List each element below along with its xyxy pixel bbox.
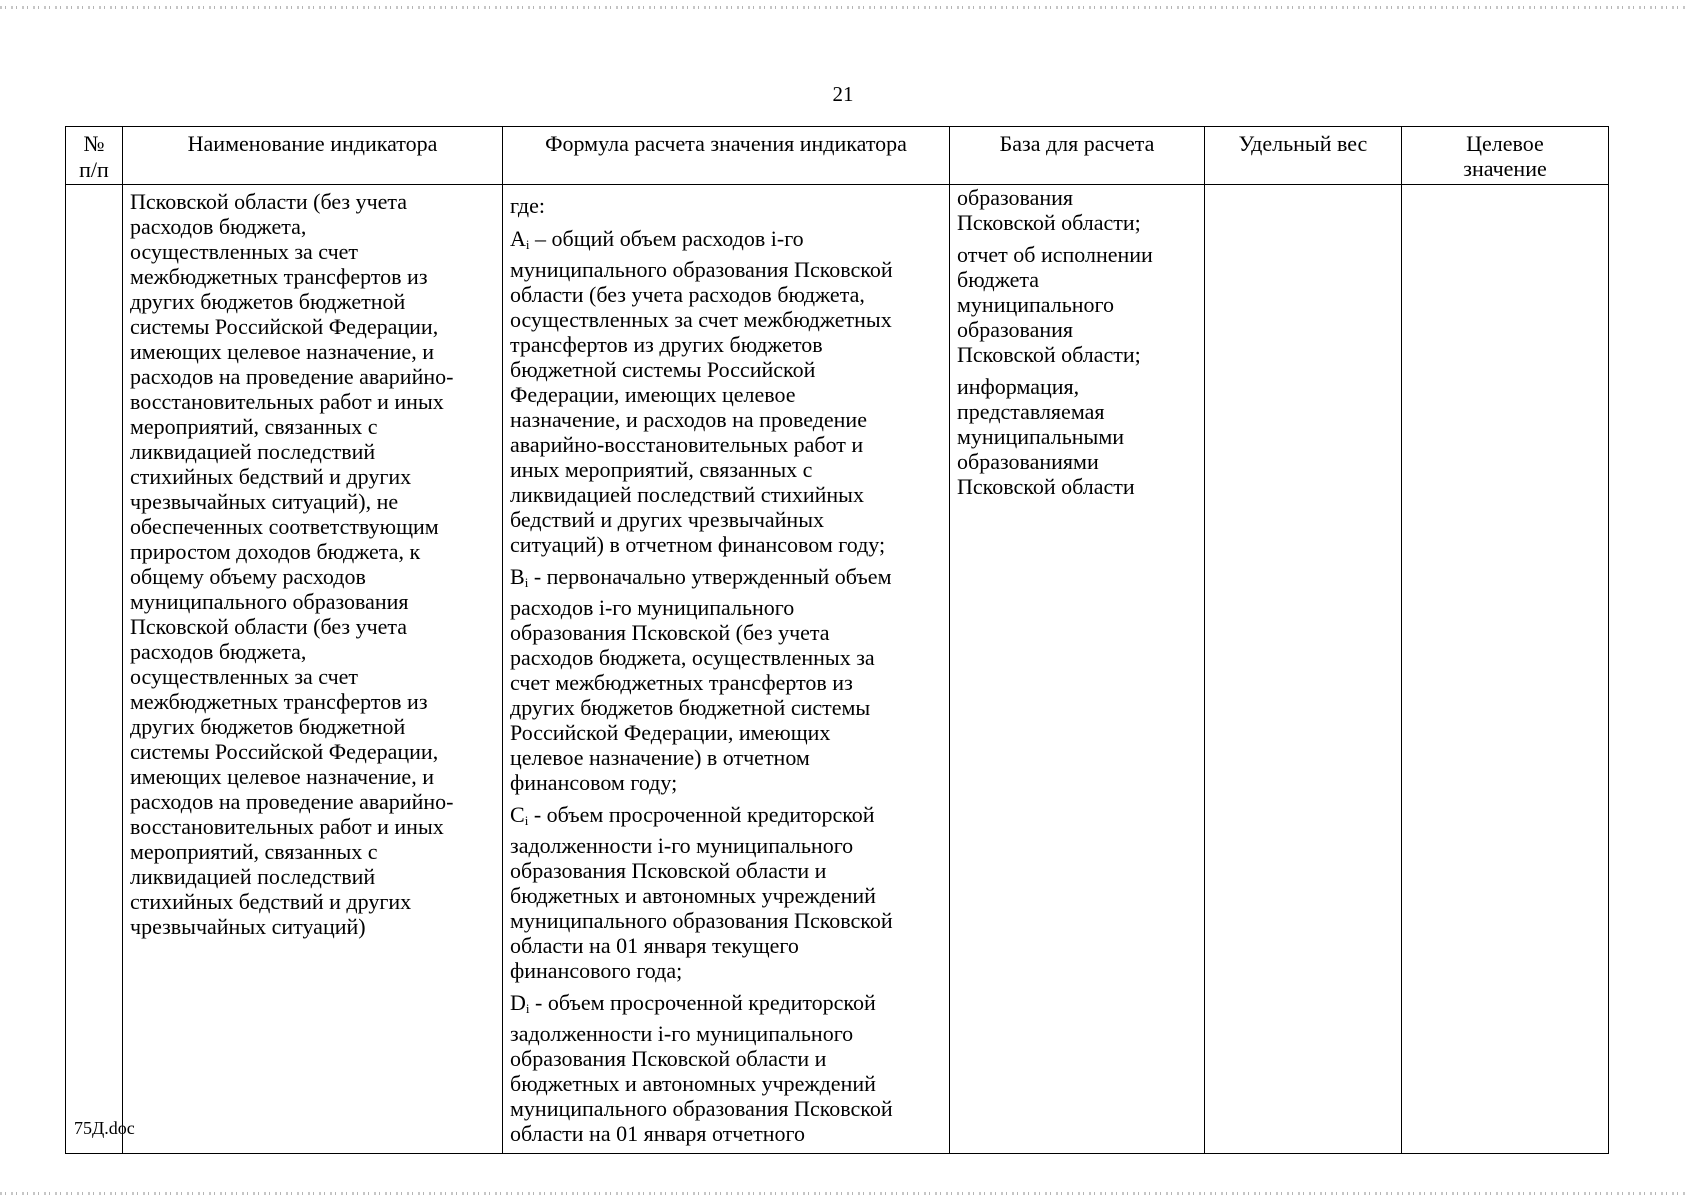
base-item-1: образования Псковской области; (957, 185, 1141, 235)
formula-c-definition: $C_i$ - объем просроченной кредиторской задолженности i-го муниципального образования Псковской области и бюджетных и автономных учреждений муниципального образования Псковской области на 01 января текущего финансового года; (510, 802, 893, 983)
base-item-3: информация, представляемая муниципальными образованиями Псковской области (957, 374, 1135, 499)
cell-indicator-name (123, 185, 503, 1154)
formula-b-definition: $B_i$ - первоначально утвержденный объем расходов i-го муниципального образования Псковской (без учета расходов бюджета, осуществленных за счет межбюджетных трансфертов из других бюджетов бюджетной системы Российской Федерации, имеющих целевое назначение) в отчетном финансовом году; (510, 564, 892, 795)
variable-d: $D_i$ (510, 990, 530, 1016)
formula-d-definition: $D_i$ - объем просроченной кредиторской задолженности i-го муниципального образования Псковской области и бюджетных и автономных учреждений муниципального образования Псковской области на 01 января отчетного (510, 990, 893, 1146)
formula-a-definition: $A_i$ – общий объем расходов i-го муниципального образования Псковской области (без учета расходов бюджета, осуществленных за счет межбюджетных трансфертов из других бюджетов бюджетной системы Российской Федерации, имеющих целевое назначение, и расходов на проведение аварийно-восстановительных работ и иных мероприятий, связанных с ликвидацией последствий стихийных бедствий и других чрезвычайных ситуаций) в отчетном финансовом году; (510, 226, 893, 557)
header-number: № п/п (66, 127, 123, 185)
page-number: 21 (832, 82, 854, 106)
formula-intro: где: (510, 193, 545, 218)
variable-c: $C_i$ (510, 802, 529, 828)
base-item-2: отчет об исполнении бюджета муниципального образования Псковской области; (957, 242, 1153, 367)
header-indicator-name: Наименование индикатора (123, 127, 503, 185)
header-base: База для расчета (950, 127, 1205, 185)
variable-a: $A_i$ (510, 226, 530, 252)
scan-edge-top (0, 6, 1686, 9)
header-weight: Удельный вес (1205, 127, 1402, 185)
table-header-row (66, 127, 1609, 185)
cell-weight (1205, 185, 1402, 1154)
header-formula: Формула расчета значения индикатора (503, 127, 950, 185)
cell-number (66, 185, 123, 1154)
cell-formula (503, 185, 950, 1154)
scan-edge-bottom (0, 1192, 1686, 1195)
header-target: Целевое значение (1402, 127, 1609, 185)
indicator-name-text: Псковской области (без учета расходов бюджета, осуществленных за счет межбюджетных трансфертов из других бюджетов бюджетной системы Российской Федерации, имеющих целевое назначение, и расходов на проведение аварийно- восстановительных работ и иных мероприятий, связанных с ликвидацией последствий стихийных бедствий и других чрезвычайных ситуаций), не обеспеченных соответствующим приростом доходов бюджета, к общему объему расходов муниципального образования Псковской области (без учета расходов бюджета, осуществленных за счет межбюджетных трансфертов из других бюджетов бюджетной системы Российской Федерации, имеющих целевое назначение, и расходов на проведение аварийно- восстановительных работ и иных мероприятий, связанных с ликвидацией последствий стихийных бедствий и других чрезвычайных ситуаций) (130, 189, 454, 939)
footer-file-name: 75Д.doc (74, 1118, 135, 1138)
indicator-table (65, 126, 1609, 1154)
table-row (66, 185, 1609, 1154)
cell-base (950, 185, 1205, 1154)
variable-b: $B_i$ (510, 564, 529, 590)
cell-target (1402, 185, 1609, 1154)
